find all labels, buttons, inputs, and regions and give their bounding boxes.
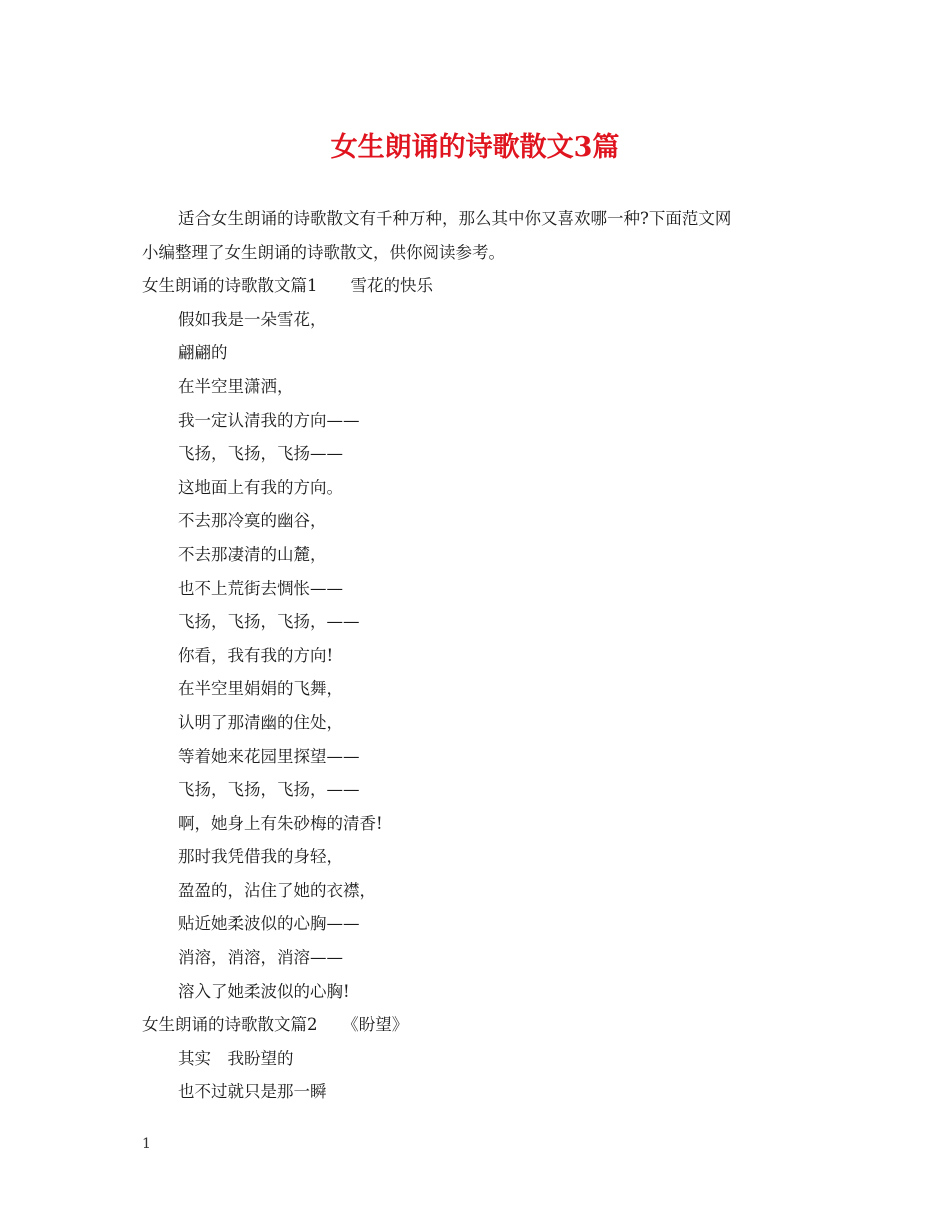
poem-2 (142, 1042, 822, 1109)
poem-1 (142, 303, 822, 1008)
poem-line: 翩翩的 (178, 343, 228, 363)
intro-paragraph-line-1: 适合女生朗诵的诗歌散文有千种万种，那么其中你又喜欢哪一种?下面范文网 (178, 209, 732, 228)
intro-paragraph-line-2: 小编整理了女生朗诵的诗歌散文，供你阅读参考。 (142, 242, 505, 262)
poem-line: 认明了那清幽的住处， (178, 712, 343, 732)
poem-line: 盈盈的，沾住了她的衣襟， (178, 880, 376, 900)
poem-line: 飞扬，飞扬，飞扬—— (178, 444, 343, 464)
poem-line: 假如我是一朵雪花， (178, 309, 327, 329)
poem-line: 其实 我盼望的 (178, 1048, 294, 1068)
poem-line: 啊，她身上有朱砂梅的清香! (178, 813, 383, 833)
section-1-heading: 女生朗诵的诗歌散文篇1 雪花的快乐 (142, 276, 433, 296)
poem-line: 也不上荒街去惆怅—— (178, 578, 343, 598)
poem-line: 消溶，消溶，消溶—— (178, 948, 343, 968)
poem-line: 你看，我有我的方向! (178, 645, 334, 665)
poem-line: 飞扬，飞扬，飞扬，—— (178, 612, 360, 632)
section-2-heading: 女生朗诵的诗歌散文篇2 《盼望》 (142, 1015, 409, 1035)
page-number: 1 (142, 1136, 151, 1152)
poem-line: 不去那凄清的山麓， (178, 544, 327, 564)
poem-line: 这地面上有我的方向。 (178, 477, 343, 497)
poem-line: 在半空里娟娟的飞舞， (178, 679, 343, 699)
poem-line: 等着她来花园里探望—— (178, 746, 360, 766)
poem-line: 在半空里潇洒， (178, 376, 294, 396)
poem-line: 飞扬，飞扬，飞扬，—— (178, 780, 360, 800)
document-title: 女生朗诵的诗歌散文3篇 (330, 132, 620, 163)
poem-line: 不去那冷寞的幽谷， (178, 511, 327, 531)
document-body (142, 202, 822, 1109)
poem-line: 我一定认清我的方向—— (178, 410, 360, 430)
poem-line: 也不过就只是那一瞬 (178, 1082, 327, 1102)
poem-line: 贴近她柔波似的心胸—— (178, 914, 360, 934)
poem-line: 那时我凭借我的身轻， (178, 847, 343, 867)
poem-line: 溶入了她柔波似的心胸! (178, 981, 350, 1001)
